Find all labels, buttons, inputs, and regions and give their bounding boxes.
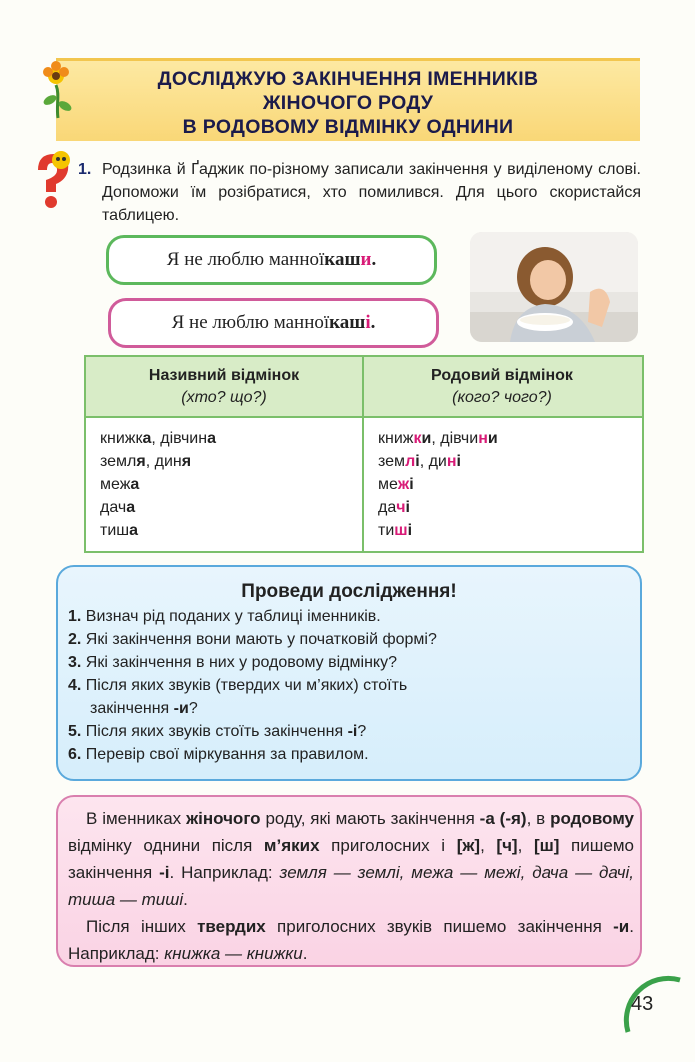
title-line-3: В РОДОВОМУ ВІДМІНКУ ОДНИНИ <box>182 116 514 138</box>
bubble-2-text: Я не люблю манної <box>171 312 330 333</box>
rule-p1-run: [ч] <box>496 836 518 855</box>
genitive-row <box>378 427 498 450</box>
section-banner <box>56 58 640 141</box>
research-item-text: Визнач рід поданих у таблиці іменників. <box>85 608 381 625</box>
research-item <box>68 651 437 674</box>
rule-p1-run: роду, які мають закінчення <box>260 809 480 828</box>
nominative-word-run: а <box>130 476 140 493</box>
question-mascot-icon <box>28 150 76 212</box>
nominative-word-run: а <box>142 430 152 447</box>
genitive-word-run: ме <box>378 476 398 493</box>
speech-bubble-green <box>106 235 437 285</box>
rule-p1-run: дача <box>532 863 569 882</box>
research-box <box>56 565 642 781</box>
genitive-row <box>378 473 498 496</box>
genitive-word-run: и <box>487 430 498 447</box>
rule-p1-run: . <box>183 890 188 909</box>
header-nominative-question: (хто? що?) <box>181 389 267 406</box>
research-item <box>68 743 437 766</box>
nominative-word-run: земл <box>100 453 137 470</box>
rule-p1-run: , <box>517 836 534 855</box>
rule-p1-run: -і <box>159 863 170 882</box>
header-nominative <box>86 365 362 409</box>
rule-p1-run: , <box>480 836 497 855</box>
rule-p1-run: , в <box>526 809 551 828</box>
genitive-word-run: к <box>413 430 422 447</box>
genitive-word-run: ш <box>394 522 408 539</box>
header-genitive-label: Родовий відмінок <box>431 367 573 384</box>
rule-box <box>56 795 642 967</box>
genitive-word-run: книж <box>378 430 414 447</box>
rule-text <box>68 805 634 967</box>
rule-p2-run: приголосних звуків пишемо закінчення <box>265 917 614 936</box>
genitive-word-run: і <box>415 453 420 470</box>
title-line-2: ЖІНОЧОГО РОДУ <box>262 92 434 114</box>
rule-p1-run: м’яких <box>263 836 320 855</box>
task-text: Родзинка й Ґаджик по-різному записали закінчення у виділеному слові. Допоможи їм розібратися, хто помилився. Для цього скористайся таблицею. <box>102 161 641 224</box>
rule-p2-run: . Наприклад: <box>68 917 634 963</box>
rule-p1-run: жіночого <box>186 809 261 828</box>
bubble-2-ending: і <box>365 312 371 333</box>
research-item-number: 5. <box>68 723 86 740</box>
research-list <box>68 605 437 766</box>
rule-p1-run: — <box>568 863 599 882</box>
rule-p1-run: — <box>326 863 358 882</box>
genitive-word-run: л <box>405 453 416 470</box>
nominative-word-run: , дівчин <box>151 430 208 447</box>
research-item-ending: -и <box>173 700 189 717</box>
genitive-word-run: і <box>407 522 413 539</box>
header-genitive-question: (кого? чого?) <box>452 389 552 406</box>
rule-p1-run: . Наприклад: <box>169 863 280 882</box>
nominative-row <box>100 450 216 473</box>
nominative-row <box>100 427 216 450</box>
research-item-text: Після яких звуків (твердих чи м’яких) стоїть <box>85 677 408 694</box>
rule-p1-run: — <box>453 863 485 882</box>
task-1 <box>78 158 641 227</box>
genitive-row <box>378 519 498 542</box>
genitive-word-run: , дівчи <box>431 430 479 447</box>
rule-p2-run: Після інших <box>86 917 198 936</box>
page-corner-decoration <box>620 972 695 1062</box>
rule-p1-run: — <box>115 890 142 909</box>
research-title: Проведи дослідження! <box>241 581 457 602</box>
rule-paragraph-2 <box>68 913 634 967</box>
rule-p1-run: [ж] <box>456 836 481 855</box>
rule-p2-run: -и <box>613 917 630 936</box>
rule-p1-run: , <box>520 863 533 882</box>
page-number: 43 <box>631 993 654 1015</box>
task-number: 1. <box>78 161 92 178</box>
bubble-2-dot: . <box>370 312 376 333</box>
nominative-word-run: а <box>126 499 136 516</box>
research-item <box>68 697 437 720</box>
bubble-1-text: Я не люблю манної <box>166 249 325 270</box>
rule-p1-run: , <box>399 863 412 882</box>
nominative-word-run: а <box>207 430 216 447</box>
rule-p2-run: книжка <box>164 944 221 963</box>
rule-p1-run: -а <box>479 809 495 828</box>
rule-p2-run: книжки <box>246 944 303 963</box>
title-line-1: ДОСЛІДЖУЮ ЗАКІНЧЕННЯ ІМЕННИКІВ <box>157 68 539 90</box>
rule-p2-run: твердих <box>197 917 266 936</box>
rule-p1-run: родовому <box>550 809 635 828</box>
bubble-1-ending: и <box>360 249 372 270</box>
flower-icon <box>38 60 78 120</box>
research-item-ending: -і <box>347 723 358 740</box>
genitive-word-run: н <box>446 453 457 470</box>
research-item <box>68 605 437 628</box>
research-item-text: Після яких звуків стоїть закінчення <box>85 723 348 740</box>
rule-p1-run: В іменниках <box>86 809 187 828</box>
research-item-number: 3. <box>68 654 86 671</box>
rule-p1-run: (-я) <box>499 809 527 828</box>
genitive-word-run: н <box>478 430 488 447</box>
genitive-word-run: ж <box>397 476 410 493</box>
genitive-word-run: і <box>409 476 414 493</box>
header-genitive <box>364 365 640 409</box>
rule-paragraph-1 <box>68 805 634 913</box>
rule-p1-run: , <box>629 863 635 882</box>
nominative-word-run: меж <box>100 476 131 493</box>
rule-p1-run: відмінку однини після <box>68 836 264 855</box>
rule-p1-run: межа <box>411 863 454 882</box>
header-nominative-label: Називний відмінок <box>148 367 300 384</box>
genitive-word-run: ч <box>396 499 406 516</box>
rule-p1-run: межі <box>484 863 521 882</box>
genitive-word-run: зем <box>378 453 406 470</box>
genitive-word-run: , ди <box>419 453 447 470</box>
rule-p1-run: землі <box>357 863 400 882</box>
girl-eating-photo <box>470 232 638 342</box>
nominative-row <box>100 496 216 519</box>
rule-p1-run: тиші <box>141 890 184 909</box>
rule-p1-run: приголосних і <box>319 836 457 855</box>
rule-p1-run: земля <box>279 863 327 882</box>
genitive-column <box>378 427 498 542</box>
rule-p1-run: дачі <box>599 863 630 882</box>
research-item <box>68 720 437 743</box>
research-item-text: закінчення <box>90 700 174 717</box>
research-item-number: 6. <box>68 746 86 763</box>
research-item-text: Які закінчення в них у родовому відмінку? <box>85 654 397 671</box>
bubble-1-stem: каш <box>324 249 361 270</box>
research-item-number: 1. <box>68 608 86 625</box>
research-item <box>68 628 437 651</box>
rule-p2-run: . <box>302 944 308 963</box>
nominative-word-run: а <box>129 522 139 539</box>
genitive-word-run: да <box>378 499 397 516</box>
research-item-text: Які закінчення вони мають у початковій формі? <box>85 631 437 648</box>
nominative-column <box>100 427 216 542</box>
nominative-word-run: тиш <box>100 522 130 539</box>
rule-p1-run: [ш] <box>533 836 560 855</box>
genitive-word-run: і <box>405 499 410 516</box>
research-item-text-end: ? <box>357 723 367 740</box>
research-item-number: 2. <box>68 631 86 648</box>
nominative-word-run: дач <box>100 499 127 516</box>
section-title <box>56 67 640 139</box>
nominative-word-run: я <box>181 453 192 470</box>
genitive-word-run: и <box>421 430 432 447</box>
nominative-word-run: , дин <box>145 453 182 470</box>
nominative-row <box>100 519 216 542</box>
research-item-text-end: ? <box>188 700 198 717</box>
genitive-row <box>378 496 498 519</box>
declension-table <box>84 355 644 553</box>
genitive-word-run: ти <box>378 522 395 539</box>
bubble-1-dot: . <box>371 249 377 270</box>
rule-p1-run: пишемо закінчення <box>68 836 634 882</box>
genitive-row <box>378 450 498 473</box>
nominative-row <box>100 473 216 496</box>
bubble-2-stem: каш <box>329 312 366 333</box>
rule-p2-run: — <box>220 944 247 963</box>
rule-p1-run: тиша <box>68 890 116 909</box>
speech-bubble-pink <box>108 298 439 348</box>
research-item <box>68 674 437 697</box>
research-item-text: Перевір свої міркування за правилом. <box>85 746 369 763</box>
genitive-word-run: і <box>456 453 461 470</box>
research-item-number: 4. <box>68 677 86 694</box>
nominative-word-run: я <box>136 453 146 470</box>
nominative-word-run: книжк <box>100 430 143 447</box>
